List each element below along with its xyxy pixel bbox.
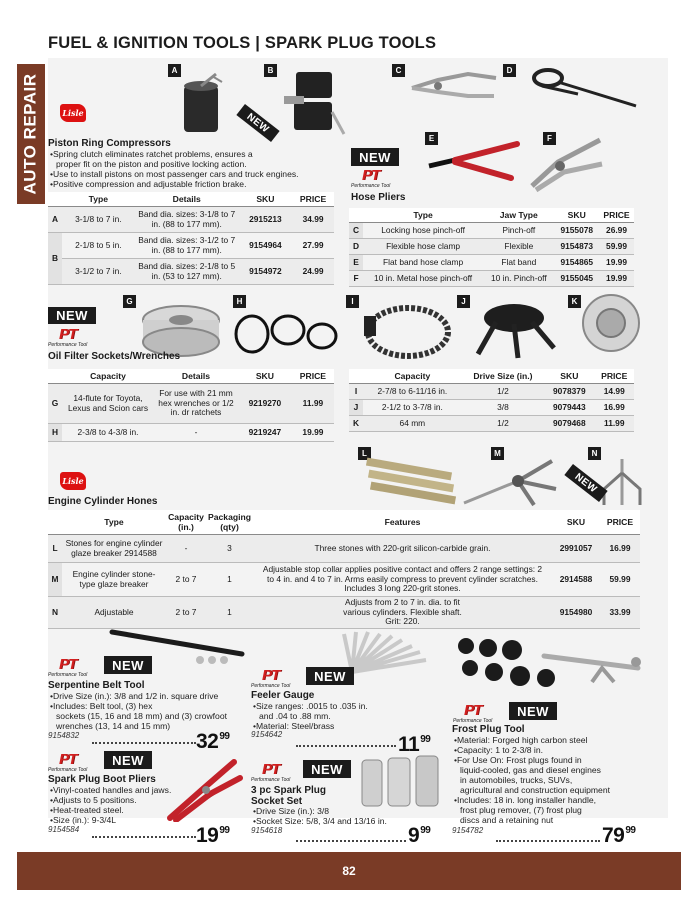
table-row: J 2-1/2 to 3-7/8 in. 3/8 9079443 16.99 [349,400,634,416]
image-tag-k: K [568,295,581,308]
table-row: I 2-7/8 to 6-11/16 in. 1/2 9078379 14.99 [349,384,634,400]
table-row: A 3-1/8 to 7 in. Band dia. sizes: 3-1/8 to 7 in. (88 to 177 mm). 2915213 34.99 [48,207,334,233]
feeler-price: $11^{99}$ [398,733,431,756]
frost-heading: Frost Plug Tool [452,724,525,735]
page-title: FUEL & IGNITION TOOLS | SPARK PLUG TOOLS [48,34,437,52]
table-row: F 10 in. Metal hose pinch-off 10 in. Pinch-off 9155045 19.99 [349,271,634,287]
socket-sku: 9154618 [251,826,283,835]
oil-filter-table-left: Capacity Details SKU PRICE G 14-flute for Toyota, Lexus and Scion cars For use with 21 mm hex wrenches or 1/2 in. dr ratchets 9219270 11.99 H 2-3/8 to 4-3/8 in. - 9219247 19.99 [48,369,334,442]
new-badge-hose: NEW [351,148,399,166]
table-row: C Locking hose pinch-off Pinch-off 9155078 26.99 [349,223,634,239]
hose-pliers-heading: Hose Pliers [351,192,406,203]
piston-ring-heading: Piston Ring Compressors [48,138,171,149]
feeler-heading: Feeler Gauge [251,690,315,701]
new-badge-diagonal: NEW [236,104,279,142]
piston-ring-bullets [50,149,299,189]
table-row: L Stones for engine cylinder glaze breaker 2914588 - 3 Three stones with 220-grit silicon-carbide grain. 2991057 16.99 [48,535,640,563]
page-footer [17,852,681,890]
piston-bullet-1: •Spring clutch eliminates ratchet problems, ensures a [50,149,253,159]
col-details: Details [135,192,239,207]
table-row: N Adjustable 2 to 7 1 Adjusts from 2 to 7 in. dia. to fit various cylinders. Flexible shaft. Grit: 220. 9154980 33.99 [48,597,640,629]
serpentine-dot-leader [92,742,196,744]
table-header-row [48,192,334,207]
table-row: E Flat band hose clamp Flat band 9154865 19.99 [349,255,634,271]
pf-logo-boot: PT Performance Tool [48,751,88,773]
image-tag-n: N [588,447,601,460]
table-row: 3-1/2 to 7 in. Band dia. sizes: 2-1/8 to 5 in. (53 to 127 mm). 9154972 24.99 [48,259,334,285]
image-tag-c: C [392,64,405,77]
image-tag-i: I [346,295,359,308]
piston-ring-compressor-b-image [282,68,352,140]
hones-heading: Engine Cylinder Hones [48,496,158,507]
three-jaw-wrench-image [466,300,566,362]
table-row: B 2-1/8 to 5 in. Band dia. sizes: 3-1/2 to 7 in. (88 to 177 mm). 9154964 27.99 [48,233,334,259]
hone-stones-image [362,455,462,505]
section-side-tab [17,64,45,204]
frost-bullets: •Material: Forged high carbon steel •Capacity: 1 to 2-3/8 in. •For Use On: Frost plugs found in liquid-cooled, gas and diesel engines in automobiles, trucks, SUVs, agricultural and construction equipment •Includes: 18 in. long installer handle, frost plug remover, (7) frost plug discs and a retaining nut [454,735,611,825]
lisle-logo: Lisle [60,104,86,122]
image-tag-a: A [168,64,181,77]
boot-price: $19^{99}$ [196,824,230,847]
col-type: Type [62,192,135,207]
oil-filter-table-right: Capacity Drive Size (in.) SKU PRICE I 2-7/8 to 6-11/16 in. 1/2 9078379 14.99 J 2-1/2 to 3-7/8 in. 3/8 9079443 16.99 K 64 mm 1/2 9079468 11.99 [349,369,634,432]
serpentine-price: $32^{99}$ [196,730,230,753]
frost-sku: 9154782 [452,826,484,835]
boot-sku: 9154584 [48,825,80,834]
adjustable-hone-image [596,455,646,510]
flat-band-pliers-image [425,136,521,186]
piston-bullet-2: proper fit on the piston and positive locking action. [56,159,247,169]
new-badge-feeler: NEW [306,667,354,685]
frost-price: $79^{99}$ [602,824,636,847]
spark-plug-socket-set-image [358,754,442,810]
pf-logo-serpentine: PT Performance Tool [48,656,88,678]
socket-heading: 3 pc Spark Plug Socket Set [251,785,327,807]
new-badge-frost: NEW [509,702,557,720]
pf-logo-feeler: PT Performance Tool [251,667,291,689]
new-badge-oil: NEW [48,307,96,324]
serpentine-bullets: •Drive Size (in.): 3/8 and 1/2 in. square drive •Includes: Belt tool, (3) hex sockets (15, 16 and 18 mm) and (3) crowfoot wrenches (13, 14 and 15 mm) [50,691,227,731]
image-tag-e: E [425,132,438,145]
piston-bullet-4: •Positive compression and adjustable friction brake. [50,179,247,189]
socket-dot-leader [296,840,406,842]
col-price: PRICE [292,192,334,207]
oil-filter-heading: Oil Filter Sockets/Wrenches [48,351,181,362]
col-sku: SKU [239,192,292,207]
table-row: G 14-flute for Toyota, Lexus and Scion cars For use with 21 mm hex wrenches or 1/2 in. dr ratchets 9219270 11.99 [48,384,334,424]
pf-logo-oil: PT Performance Tool [48,326,88,348]
image-tag-b: B [264,64,277,77]
new-badge-diagonal-hone: NEW [564,464,607,502]
hones-table: Type Capacity (in.) Packaging (qty) Features SKU PRICE L Stones for engine cylinder glaze breaker 2914588 - 3 Three stones with 220-grit silicon-carbide grain. 2991057 16.99 M Engine cylinder stone-type glaze breaker 2 to 7 1 Adjustable stop collar applies positive contact and offers 2 range settings: 2 to 4 in. and 4 to 7 in. Arms easily compress to prevent cylinder scratches. Includes 3 long 220-grit stones. 2914588 59.99 N Adjustable 2 to 7 1 Adjusts from 2 to 7 in. dia. to fit various cylinders. Flexible shaft. Grit: 220. 9154980 33.99 [48,510,640,629]
piston-ring-table [48,192,334,285]
image-tag-d: D [503,64,516,77]
side-tab-label: AUTO REPAIR [21,73,41,195]
socket-bullets: •Drive Size (in.): 3/8 •Socket Size: 5/8, 3/4 and 13/16 in. [253,806,387,826]
metal-hose-pinch-off-image [522,132,606,196]
new-badge-boot: NEW [104,751,152,769]
new-badge-socket: NEW [303,760,351,778]
pf-logo-hose: PT Performance Tool [351,167,391,189]
piston-bullet-3: •Use to install pistons on most passenger cars and truck engines. [50,169,299,179]
feeler-sku: 9154642 [251,730,283,739]
glaze-breaker-image [460,455,560,510]
table-row: K 64 mm 1/2 9079468 11.99 [349,416,634,432]
locking-pliers-image [408,66,500,106]
image-tag-f: F [543,132,556,145]
socket-price: $9^{99}$ [408,824,431,847]
boot-pliers-heading: Spark Plug Boot Pliers [48,774,156,785]
image-tag-g: G [123,295,136,308]
chain-wrench-image [358,302,454,362]
serpentine-heading: Serpentine Belt Tool [48,680,145,691]
table-row: M Engine cylinder stone-type glaze breaker 2 to 7 1 Adjustable stop collar applies positive contact and offers 2 range settings: 2 to 4 in. and 4 to 7 in. Arms easily compress to prevent cylinder scratches. Includes 3 long 220-grit stones. 2914588 59.99 [48,563,640,597]
image-tag-l: L [358,447,371,460]
piston-ring-compressor-a-image [176,72,246,142]
feeler-dot-leader [296,745,396,747]
hose-clamp-tool-image [518,64,638,110]
hose-pliers-table: Type Jaw Type SKU PRICE C Locking hose pinch-off Pinch-off 9155078 26.99 D Flexible hose clamp Flexible 9154873 59.99 E Flat band hose clamp Flat band 9154865 19.99 F 10 in. Metal hose pinch-off 10 in. Pinch-off 9155045 19.99 [349,208,634,287]
feeler-bullets: •Size ranges: .0015 to .035 in. and .04 to .88 mm. •Material: Steel/brass [253,701,368,731]
frost-dot-leader [496,840,600,842]
page-number: 82 [342,864,356,878]
oil-filter-wrench-set-image [230,306,342,362]
table-row: H 2-3/8 to 4-3/8 in. - 9219247 19.99 [48,424,334,442]
lisle-logo-hones: Lisle [60,472,86,490]
feeler-gauge-image [342,628,432,678]
boot-pliers-image [160,758,244,822]
image-tag-m: M [491,447,504,460]
new-badge-serpentine: NEW [104,656,152,674]
pf-logo-frost: PT Performance Tool [453,702,493,724]
boot-dot-leader [92,836,196,838]
serpentine-sku: 9154832 [48,731,80,740]
frost-plug-tool-image [454,632,644,700]
cap-socket-image [580,292,642,354]
image-tag-h: H [233,295,246,308]
table-row: D Flexible hose clamp Flexible 9154873 59.99 [349,239,634,255]
boot-bullets: •Vinyl-coated handles and jaws. •Adjusts to 5 positions. •Heat-treated steel. •Size (in.): 9-3/4L [50,785,172,825]
image-tag-j: J [457,295,470,308]
pf-logo-socket: PT Performance Tool [251,761,291,783]
